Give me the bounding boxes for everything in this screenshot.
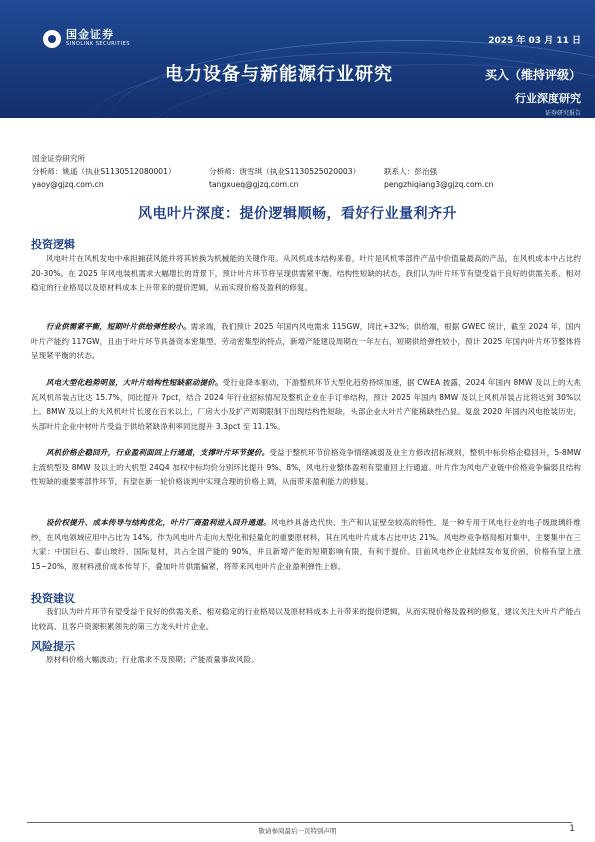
section-heading-risk: 风险提示	[31, 640, 75, 653]
logo-name-en: SINOLINK SECURITIES	[66, 41, 130, 47]
rating-badge: 买入（维持评级）	[484, 68, 581, 82]
analyst-email[interactable]: tangxueq@gjzq.com.cn	[209, 180, 299, 189]
paragraph	[31, 376, 581, 434]
paragraph: 我们认为叶片环节有望受益于良好的供需关系、相对稳定的行业格局以及原材料成本上升带来的提价逻辑，从而实现价格及盈利的修复，建议关注大叶片产能占比较高、且客户资源积累领先的第三方龙头叶片企业。	[31, 607, 581, 631]
header-banner	[0, 0, 595, 118]
paragraph-lead: 行业供需紧平衡，短期叶片供给弹性较小。	[46, 322, 191, 331]
report-title: 风电叶片深度：提价逻辑顺畅，看好行业量利齐升	[138, 206, 457, 222]
paragraph-body: 受行业降本驱动，下游整机环节大型化趋势持续加速，据 CWEA 披露，2024 年国内 8MW 及以上的大兆瓦风机吊装占比达 15.7%，同比提升 7pct，结合 2024 年行业招标情况及整机企业在手订单结构，预计 2025 年国内 8MW 及以上风机吊装占比将达到 30%以上。8MW 及以上的大风机叶片长度在百米以上，厂房大小及扩产周期限制下出现结构性短缺，头部企业大叶片产能稀缺性凸显。复盘 2020 年国内风电抢装历史，头部叶片企业中材叶片受益于供给紧缺净利率同比提升 3.3pct 至 11.1%。	[31, 378, 581, 431]
report-date: 2025 年 03 月 11 日	[488, 36, 581, 46]
section-heading-advice: 投资建议	[31, 592, 75, 605]
report-category: 证券研究报告	[544, 110, 581, 117]
paragraph	[31, 320, 581, 364]
footer-disclaimer: 敬请参阅最后一页特别声明	[258, 827, 337, 835]
analyst-info	[32, 152, 572, 191]
industry-title: 电力设备与新能源行业研究	[165, 64, 393, 85]
paragraph-lead: 风电大型化趋势明显，大叶片结构性短缺驱动提价。	[46, 378, 223, 387]
company-logo	[43, 29, 130, 48]
page-number: 1	[569, 824, 575, 834]
paragraph-body: 风电纱具备迭代快、生产和认证壁垒较高的特性，是一种专用于风电行业的电子级玻璃纤维纱，在风电领域应用中占比为 14%。作为风电叶片走向大型化和轻量化的重要原材料，其在风电叶片成本占比中达 21%。风电纱竞争格局相对集中，主要集中在三大家：中国巨石、泰山玻纤、国际复材，共占全国产能的 90%，并且新增产能的短期影响有限，有利于提价。目前风电纱企业陆续发布复价函，价格有望上涨 15~20%，原材料涨价成本传导下，叠加叶片供需偏紧，将带来风电叶片企业盈利弹性上修。	[31, 518, 581, 571]
section-heading-logic: 投资逻辑	[31, 238, 75, 251]
contact-email[interactable]: pengzhiqiang3@gjzq.com.cn	[384, 180, 494, 189]
analyst-email[interactable]: yaoy@gjzq.com.cn	[32, 180, 104, 189]
footer-divider	[27, 822, 572, 823]
paragraph: 风电叶片在风机发电中承担捕获风能并将其转换为机械能的关键作用。从风机成本结构来看，叶片是风机零部件产品中价值量最高的产品，在风机成本中占比约 20-30%。在 2025 年风电装机需求大幅增长的背景下，预计叶片环节将呈现供需紧平衡、结构性短缺的状态，我们认为叶片环节有望受益于良好的供需关系、相对稳定的行业格局以及原材料成本上升带来的提价逻辑，从而实现价格及盈利的修复。	[31, 254, 581, 292]
paragraph: 原材料价格大幅波动；行业需求不及预期；产能质量事故风险。	[46, 655, 259, 664]
paragraph	[31, 446, 581, 490]
analyst-label: 分析师：唐雪琪（执业S1130525020003）	[209, 167, 361, 176]
report-type: 行业深度研究	[515, 92, 581, 105]
logo-icon	[43, 30, 61, 48]
logo-name-cn: 国金证券	[66, 28, 114, 41]
paragraph-lead: 设价权提升、成本传导与结构优化，叶片厂商盈利进入回升通道。	[46, 518, 271, 527]
contact-label: 联系人：彭治强	[384, 167, 438, 176]
institute-name: 国金证券研究所	[32, 154, 86, 163]
analyst-label: 分析师：姚遥（执业S1130512080001）	[32, 167, 176, 176]
paragraph-body: 需求端，我们预计 2025 年国内风电需求 115GW，同比+32%；供给端，根据 GWEC 统计，截至 2024 年，国内叶片产能约 117GW，且由于叶片环节具备资本密集型、劳动密集型的特点，新增产能建设周期在一年左右，短期供给弹性较小，预计 2025 年国内叶片环节整体将呈现紧平衡的状态。	[31, 322, 581, 360]
paragraph-body: 受益于整机环节价格竞争情绪减弱及业主方修改招标规则，整机中标价格企稳回升，5-8MW 主流机型及 8MW 及以上的大机型 24Q4 加权中标均价分别环比提升 9%、8%，风电行业整体盈利有望重回上行通道。叶片作为风电产业链中价格竞争偏弱且结构性短缺的重要零部件环节，有望在新一轮价格谈判中实现合理的价格上调，从而带来盈利能力的修复。	[31, 448, 581, 486]
paragraph	[31, 516, 581, 574]
paragraph-lead: 风机价格企稳回升，行业盈利面回上行通道，支撑叶片环节提价。	[46, 448, 270, 457]
